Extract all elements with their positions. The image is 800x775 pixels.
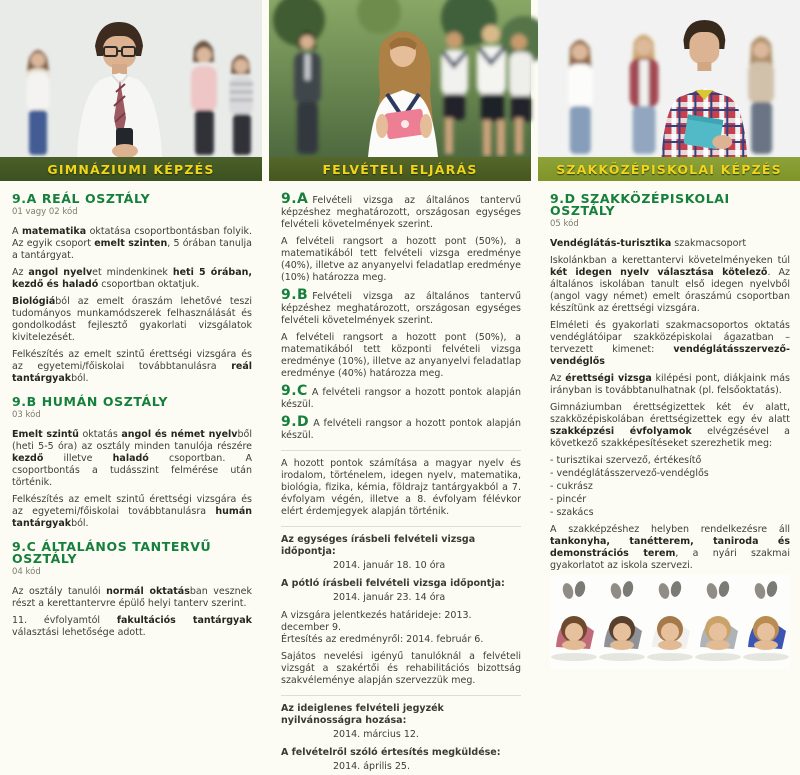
bg-girl-white-tee — [568, 40, 593, 154]
paragraph: Iskolánkban a kerettantervi követelményeken túl két idegen nyelv választása kötelező. Az általános iskolában tanult első idegen nyelvből (angol vagy német) emelt óraszámú csoportban készítünk az érettségi vizsgára. — [550, 255, 790, 314]
paragraph: A hozott pontok számítása a magyar nyelv és irodalom, történelem, idegen nyelv, matematika, biológia, fizika, kémia, földrajz tantárgyakból a 7. évfolyam végén, illetve a 8. évfolyam félévkor elért érdemjegyek alapján történik. — [281, 458, 521, 517]
list-item: - turisztikai szervező, értékesítő — [550, 455, 790, 467]
paragraph: Emelt szintű oktatás angol és német nyelvből (heti 5-5 óra) az osztály minden tanulója részére kezdő illetve haladó csoportban. A csoportbontás a tudásszint felmérése után történik. — [12, 429, 252, 488]
paragraph — [281, 385, 521, 411]
gimnazium-content — [0, 181, 262, 644]
photo-szakkozep-illustration — [538, 0, 800, 157]
panel-felveteli — [269, 0, 531, 772]
date-entry-value: 2014. január 18. 10 óra — [333, 560, 446, 571]
deadline-line: A vizsgára jelentkezés határideje: 2013. december 9. — [281, 610, 472, 633]
bg-girl-beige — [748, 37, 774, 155]
banner-gimnaziumi-kepzes: GIMNÁZIUMI KÉPZÉS — [0, 157, 262, 181]
section-title-9b: 9.B HUMÁN OSZTÁLY — [12, 394, 169, 409]
paragraph: Biológiából az emelt óraszám lehetővé teszi tudományos munkamódszerek felhasználását és gondolkodást fejlesztő gyakorlati vizsgálatok kivitelezését. — [12, 296, 252, 343]
date-entry-label — [281, 703, 521, 727]
paragraph: Az érettségi vizsga kilépési pont, diákjaink más irányban is továbbtanulhatnak (pl. felsőoktatás). — [550, 373, 790, 396]
class-tag-9a: 9.A — [281, 191, 309, 207]
date-entry-label — [281, 747, 521, 759]
banner-szakkozepiskolai-kepzes: SZAKKÖZÉPISKOLAI KÉPZÉS — [538, 157, 800, 181]
date-entry-value: 2014. április 25. — [333, 761, 410, 772]
paragraph — [281, 416, 521, 442]
felveteli-content — [269, 181, 531, 775]
date-entry-value: 2014. január 23. 14 óra — [333, 592, 446, 603]
photo-girls-illustration — [550, 575, 790, 669]
class-text-9b: Felvételi vizsga az általános tantervű képzéshez meghatározott, országosan egységes felvételi követelmények szerint. — [281, 291, 521, 326]
entry-label: Az egységes írásbeli felvételi vizsga időpontja: — [281, 534, 476, 557]
paragraph: A felvételi rangsort a hozott pont (50%), a matematikából tett központi felvételi vizsga eredménye (10%), illetve az anyanyelvi feladatlap eredménye (40%) határozza meg. — [281, 332, 521, 379]
entry-label: Az ideiglenes felvételi jegyzék nyilvánosságra hozása: — [281, 703, 444, 726]
divider — [281, 450, 521, 451]
list-item: - vendéglátásszervező-vendéglős — [550, 468, 790, 480]
photo-plaid-boy — [538, 0, 800, 157]
photo-gymnasium-illustration — [0, 0, 262, 157]
paragraph: Felkészítés az emelt szintű érettségi vizsgára és az egyetemi/főiskolai továbbtanulásra humán tantárgyakból. — [12, 494, 252, 529]
paragraph — [281, 193, 521, 231]
list-item: - cukrász — [550, 481, 790, 493]
list-item: - szakács — [550, 507, 790, 519]
deadline-line: Értesítés az eredményről: 2014. február 6. — [281, 634, 484, 645]
panel-szakkozep — [538, 0, 800, 571]
entry-label: A pótló írásbeli felvételi vizsga időpontja: — [281, 578, 505, 589]
section-code-9d: 05 kód — [550, 219, 579, 229]
szakkozep-content — [538, 181, 800, 669]
deadline-lines — [281, 610, 521, 646]
date-entry-label — [281, 578, 521, 590]
paragraph: Elméleti és gyakorlati szakmacsoportos oktatás vendéglátóipar szakközépiskolai ágazatban – tervezett kimenet: vendéglátásszervező-vendéglős — [550, 320, 790, 367]
section-title-9a: 9.A REÁL OSZTÁLY — [12, 191, 151, 206]
class-tag-9c: 9.C — [281, 383, 308, 399]
divider — [281, 526, 521, 527]
photo-five-girls-lying — [550, 575, 790, 669]
section-code-9a: 01 vagy 02 kód — [12, 207, 78, 217]
divider — [281, 695, 521, 696]
paragraph — [281, 289, 521, 327]
qualification-list — [550, 455, 790, 519]
class-text-9c: A felvételi rangsor a hozott pontok alapján készül. — [281, 387, 521, 410]
photo-gymnasium-students — [0, 0, 262, 157]
section-title-9c: 9.C ÁLTALÁNOS TANTERVŰ OSZTÁLY — [12, 539, 212, 566]
class-tag-9d: 9.D — [281, 414, 310, 430]
section-title-9d: 9.D SZAKKÖZÉPISKOLAI OSZTÁLY — [550, 191, 730, 218]
paragraph: 11. évfolyamtól fakultációs tantárgyak választási lehetősége adott. — [12, 615, 252, 638]
paragraph: Az osztály tanulói normál oktatásban vesznek részt a kerettantervre épülő helyi tanterv szerint. — [12, 586, 252, 609]
class-text-9d: A felvételi rangsor a hozott pontok alapján készül. — [281, 418, 521, 441]
paragraph: Sajátos nevelési igényű tanulóknál a felvételi vizsgát a szakértői és rehabilitációs bizottság szakvéleménye alapján szervezzük meg. — [281, 651, 521, 686]
paragraph: A felvételi rangsort a hozott pont (50%), a matematikából tett felvételi vizsga eredménye (40%), illetve az anyanyelvi feladatlap eredménye (10%) határozza meg. — [281, 236, 521, 283]
paragraph: A szakképzéshez helyben rendelkezésre áll tankonyha, tanétterem, taniroda és demonstrációs terem, a nyári szakmai gyakorlatot az iskola szervezi. — [550, 524, 790, 571]
paragraph: Felkészítés az emelt szintű érettségi vizsgára és az egyetemi/főiskolai továbbtanulásra reál tantárgyakból. — [12, 349, 252, 384]
banner-felveteli-eljaras: FELVÉTELI ELJÁRÁS — [269, 157, 531, 181]
date-entry-label — [281, 534, 521, 558]
entry-label: A felvételről szóló értesítés megküldése: — [281, 747, 501, 758]
photo-uniform-girl — [269, 0, 531, 157]
photo-felveteli-illustration — [269, 0, 531, 157]
paragraph: Az angol nyelvet mindenkinek heti 5 órában, kezdő és haladó csoportban oktatjuk. — [12, 267, 252, 290]
panel-gimnazium — [0, 0, 262, 638]
section-code-9c: 04 kód — [12, 567, 41, 577]
class-text-9a: Felvételi vizsga az általános tantervű képzéshez meghatározott, országosan egységes felvételi követelmények szerint. — [281, 195, 521, 230]
list-item: - pincér — [550, 494, 790, 506]
date-entry-value: 2014. március 12. — [333, 729, 419, 740]
paragraph: Gimnáziumban érettségizettek két év alatt, szakközépiskolában érettségizettek egy év alatt szakképzési évfolyamok elvégzésével a következő szakképesítéseket szerezhetik meg: — [550, 402, 791, 449]
paragraph: Vendéglátás-turisztika szakmacsoport — [550, 238, 747, 249]
section-code-9b: 03 kód — [12, 410, 41, 420]
bg-girl-scarf — [26, 50, 50, 155]
paragraph: A matematika oktatása csoportbontásban folyik. Az egyik csoport emelt szinten, 5 órában tanulja a tantárgyat. — [12, 226, 253, 261]
class-tag-9b: 9.B — [281, 287, 309, 303]
